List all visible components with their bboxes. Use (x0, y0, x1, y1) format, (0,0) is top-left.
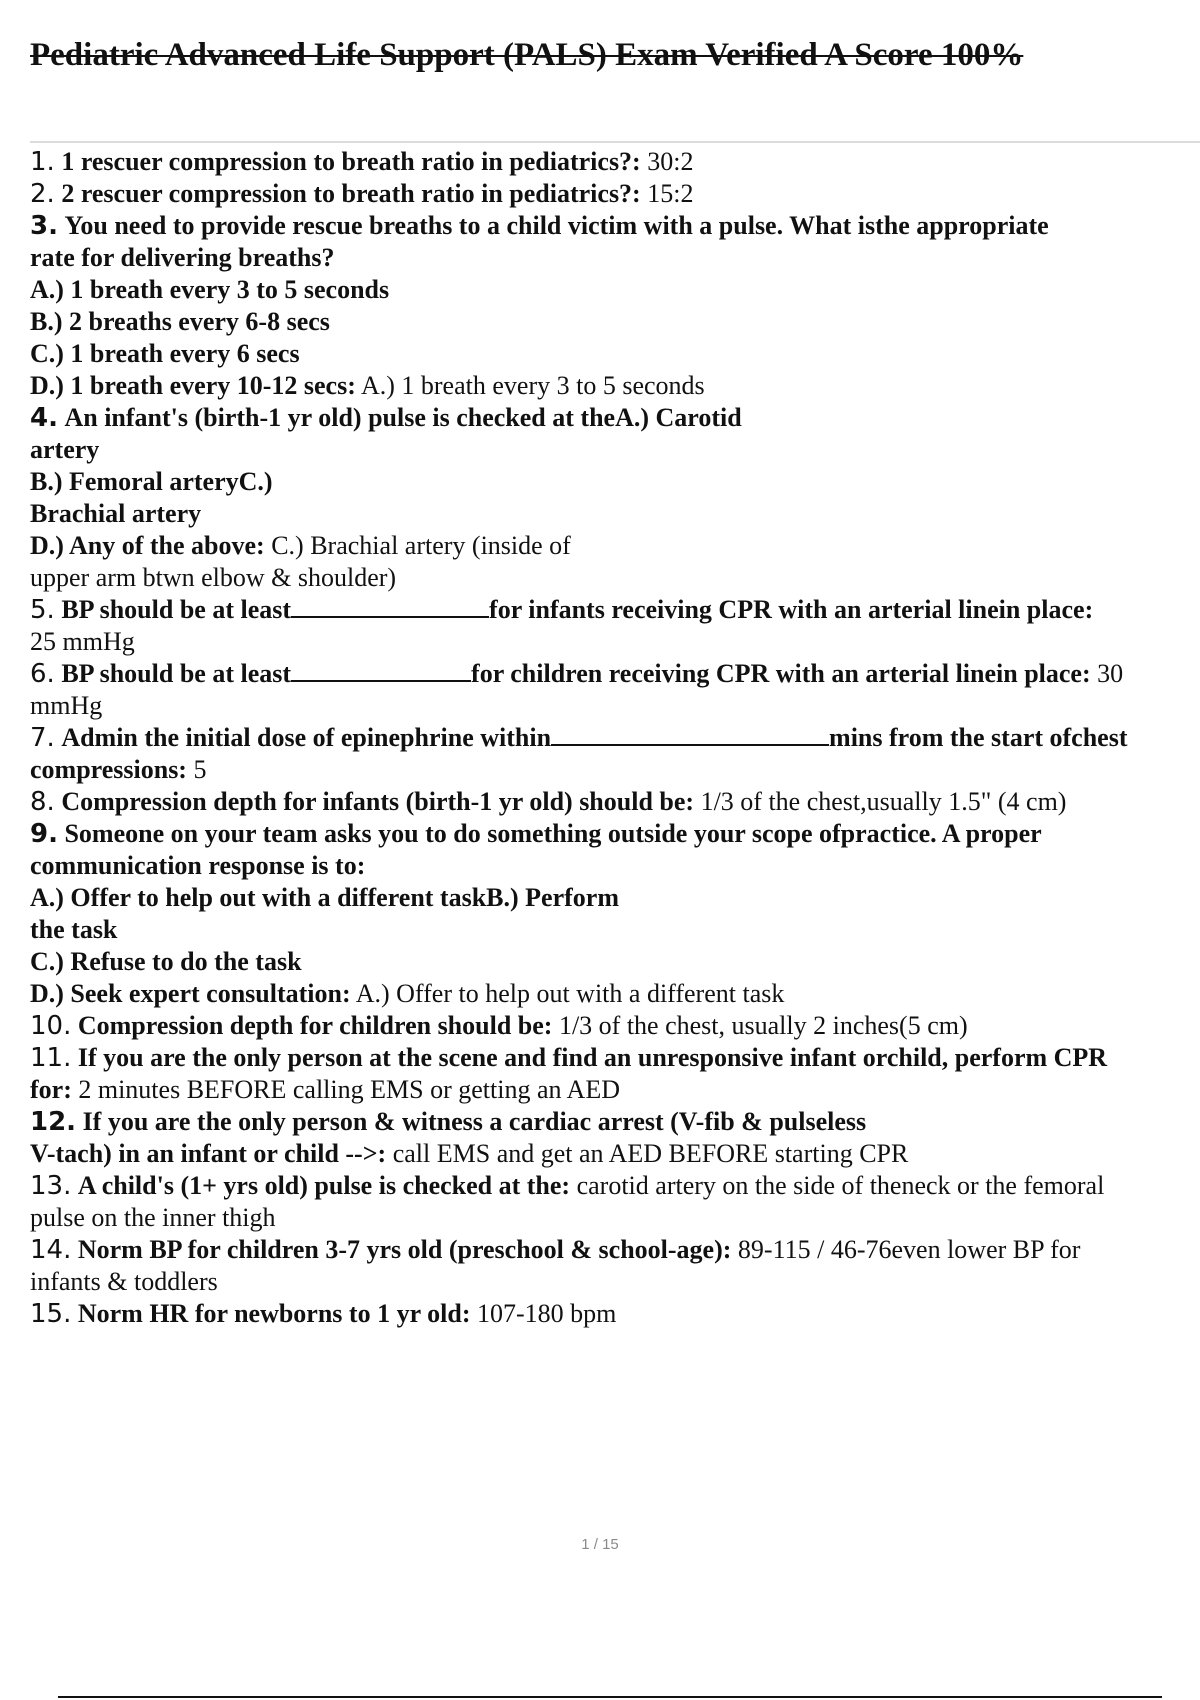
qa-item-2 (30, 178, 1196, 210)
question-text-cont: V-tach) in an infant or child -->: (30, 1139, 387, 1168)
item-number: 2. (30, 179, 55, 209)
option-d: D.) 1 breath every 10-12 secs: (30, 371, 356, 400)
answer-text: call EMS and get an AED BEFORE starting CPR (392, 1139, 909, 1168)
question-text: Compression depth for infants (birth-1 yr old) should be: (61, 787, 695, 816)
option-d-line (30, 978, 1196, 1010)
answer-text-cont: upper arm btwn elbow & shoulder) (30, 563, 397, 592)
qa-list (30, 146, 1196, 1396)
qa-item-7-cont (30, 754, 1196, 786)
qa-item-6 (30, 658, 1196, 690)
question-text: 1 rescuer compression to breath ratio in pediatrics?: (61, 147, 641, 176)
option-line: B.) Femoral arteryC.) (30, 467, 273, 496)
question-text: You need to provide rescue breaths to a child victim with a pulse. What isthe appropriate (64, 211, 1049, 240)
question-text: Norm HR for newborns to 1 yr old: (77, 1299, 471, 1328)
question-text-cont: for: (30, 1075, 72, 1104)
option-a: A.) 1 breath every 3 to 5 seconds (30, 275, 390, 304)
answer-text: 89-115 / 46-76even lower BP for (737, 1235, 1081, 1264)
qa-item-14 (30, 1234, 1196, 1266)
answer-text-cont: pulse on the inner thigh (30, 1203, 276, 1232)
qa-item-15 (30, 1298, 1196, 1330)
question-text: 2 rescuer compression to breath ratio in pediatrics?: (61, 179, 641, 208)
item-number: 6. (30, 659, 55, 689)
answer-text: 30:2 (647, 147, 694, 176)
qa-item-7 (30, 722, 1196, 754)
qa-item-4 (30, 402, 1196, 434)
question-text: Admin the initial dose of epinephrine within (61, 723, 552, 752)
answer-text: 15:2 (647, 179, 694, 208)
qa-item-11 (30, 1042, 1196, 1074)
qa-item-10 (30, 1010, 1196, 1042)
answer-text: 1/3 of the chest, usually 2 inches(5 cm) (558, 1011, 968, 1040)
answer-text: 25 mmHg (30, 627, 135, 656)
qa-item-3 (30, 210, 1196, 242)
answer-text: 107-180 bpm (477, 1299, 617, 1328)
question-text: for children receiving CPR with an arterial linein place: (471, 659, 1091, 688)
answer-text: A.) Offer to help out with a different task (355, 979, 785, 1008)
item-number: 14. (30, 1235, 72, 1265)
question-text: If you are the only person at the scene and find an unresponsive infant orchild, perform CPR (77, 1043, 1108, 1072)
question-text: Someone on your team asks you to do something outside your scope ofpractice. A proper (64, 819, 1042, 848)
option-d: D.) Any of the above: (30, 531, 265, 560)
item-number: 9. (30, 819, 58, 849)
option-line: A.) Offer to help out with a different taskB.) Perform (30, 883, 619, 912)
question-text: mins from the start ofchest (829, 723, 1128, 752)
question-text: An infant's (birth-1 yr old) pulse is checked at theA.) Carotid (64, 403, 742, 432)
question-text: BP should be at least (61, 659, 292, 688)
qa-item-1 (30, 146, 1196, 178)
question-text: Norm BP for children 3-7 yrs old (preschool & school-age): (77, 1235, 732, 1264)
option-d-line (30, 530, 1196, 562)
qa-item-11-cont (30, 1074, 1196, 1106)
answer-text: 5 (193, 755, 207, 784)
document-title: Pediatric Advanced Life Support (PALS) Exam Verified A Score 100% (30, 37, 1024, 73)
qa-item-13 (30, 1170, 1196, 1202)
title-divider (30, 141, 1200, 143)
qa-item-12-cont (30, 1138, 1196, 1170)
qa-item-9 (30, 818, 1196, 850)
item-number: 8. (30, 787, 55, 817)
item-number: 12. (30, 1107, 77, 1137)
item-number: 15. (30, 1299, 72, 1329)
fill-in-blank (291, 660, 471, 682)
answer-text: 1/3 of the chest,usually 1.5" (4 cm) (700, 787, 1067, 816)
answer-text: C.) Brachial artery (inside of (271, 531, 571, 560)
item-number: 1. (30, 147, 55, 177)
option-line: Brachial artery (30, 499, 202, 528)
item-number: 7. (30, 723, 55, 753)
item-number: 5. (30, 595, 55, 625)
question-text: BP should be at least (61, 595, 292, 624)
question-text: Compression depth for children should be: (77, 1011, 553, 1040)
question-text: If you are the only person & witness a cardiac arrest (V-fib & pulseless (82, 1107, 867, 1136)
page-indicator: 1 / 15 (581, 1536, 619, 1553)
answer-text: 2 minutes BEFORE calling EMS or getting an AED (78, 1075, 620, 1104)
item-number: 4. (30, 403, 58, 433)
option-d: D.) Seek expert consultation: (30, 979, 351, 1008)
question-text-cont: rate for delivering breaths? (30, 243, 335, 272)
fill-in-blank (291, 596, 489, 618)
answer-text: carotid artery on the side of theneck or the femoral (576, 1171, 1105, 1200)
fill-in-blank (551, 724, 829, 746)
item-number: 3. (30, 211, 58, 241)
question-text-cont: artery (30, 435, 100, 464)
item-number: 10. (30, 1011, 72, 1041)
item-number: 11. (30, 1043, 72, 1073)
option-c: C.) 1 breath every 6 secs (30, 339, 300, 368)
question-text: A child's (1+ yrs old) pulse is checked at the: (77, 1171, 571, 1200)
question-text: for infants receiving CPR with an arterial linein place: (489, 595, 1094, 624)
option-line: the task (30, 915, 118, 944)
answer-text: 30 (1097, 659, 1124, 688)
qa-item-8 (30, 786, 1196, 818)
question-text-cont: compressions: (30, 755, 187, 784)
answer-text-cont: infants & toddlers (30, 1267, 218, 1296)
answer-text-cont: mmHg (30, 691, 103, 720)
question-text-cont: communication response is to: (30, 851, 366, 880)
answer-text: A.) 1 breath every 3 to 5 seconds (360, 371, 705, 400)
footer-divider (58, 1696, 1162, 1698)
qa-item-5 (30, 594, 1196, 626)
qa-item-12 (30, 1106, 1196, 1138)
option-b: B.) 2 breaths every 6-8 secs (30, 307, 330, 336)
option-c: C.) Refuse to do the task (30, 947, 302, 976)
option-d-line (30, 370, 1196, 402)
item-number: 13. (30, 1171, 72, 1201)
